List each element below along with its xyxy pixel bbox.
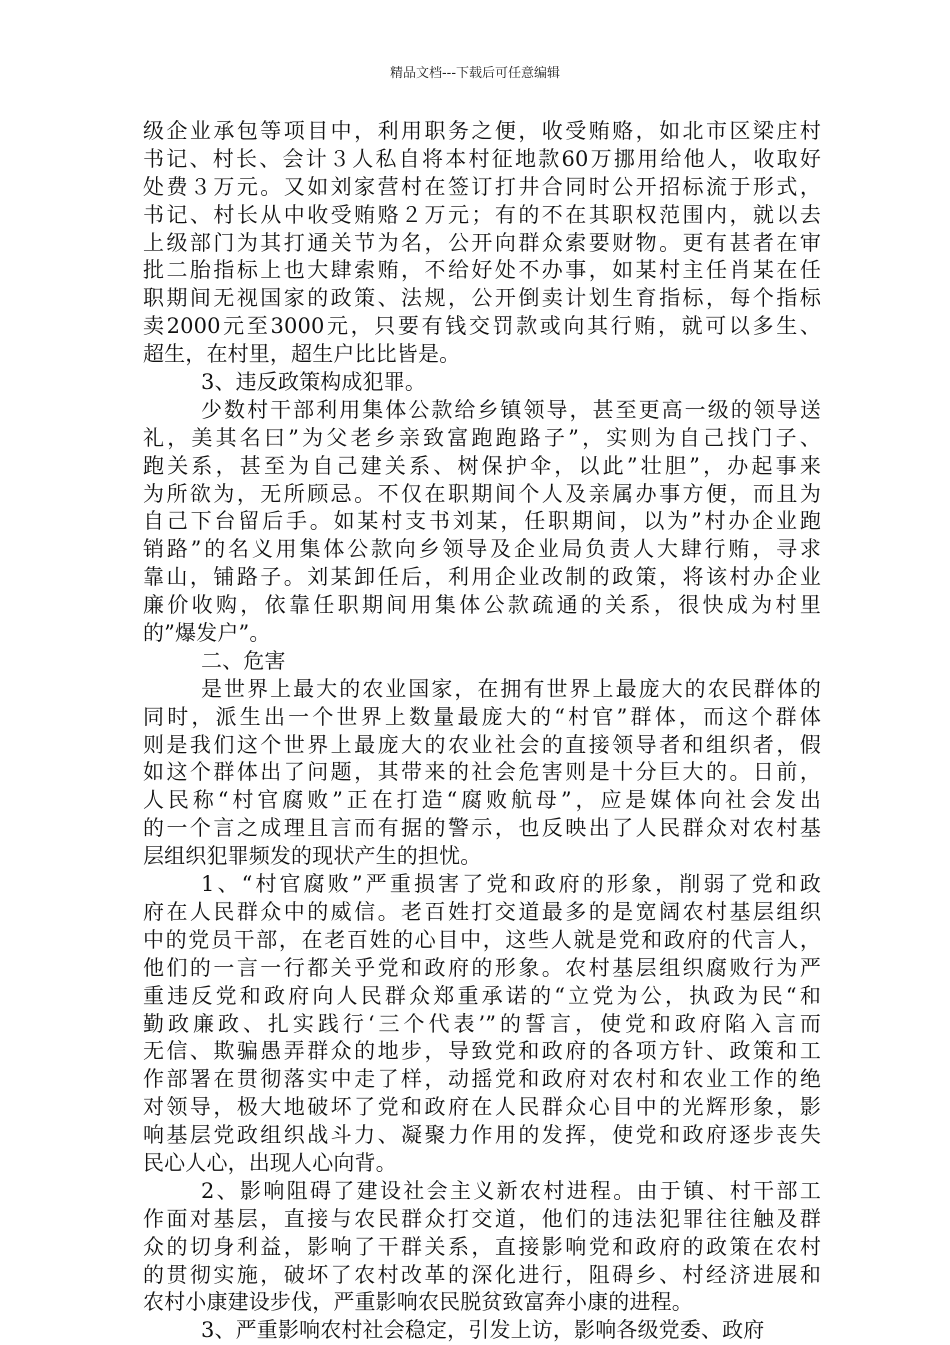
text-line: 自己下台留后手。如某村支书刘某，任职期间，以为”村办企业跑 [143,509,821,534]
text-line: 1、“村官腐败”严重损害了党和政府的形象，削弱了党和政 [201,872,821,897]
text-line: 重违反党和政府向人民群众郑重承诺的“立党为公，执政为民“和 [143,983,821,1008]
text-line: 作部署在贯彻落实中走了样，动摇党和政府对农村和农业工作的绝 [143,1067,821,1092]
text-line: 的贯彻实施，破坏了农村改革的深化进行，阻碍乡、村经济进展和 [143,1262,821,1287]
text-line: 2、影响阻碍了建设社会主义新农村进程。由于镇、村干部工 [201,1178,821,1203]
text-line: 上级部门为其打通关节为名，公开向群众索要财物。更有甚者在审 [143,230,821,255]
paragraph [143,676,821,871]
text-line: 府在人民群众中的威信。老百姓打交道最多的是宽阔农村基层组织 [143,899,821,924]
paragraph [143,397,821,648]
text-line: 同时，派生出一个世界上数量最庞大的“村官”群体，而这个群体 [143,704,821,729]
text-line: 如这个群体出了问题，其带来的社会危害则是十分巨大的。日前， [143,760,821,785]
text-line: 的一个言之成理且言而有据的警示，也反映出了人民群众对农村基 [143,816,821,841]
text-line: 书记、村长从中收受贿赂２万元；有的不在其职权范围内，就以去 [143,202,821,227]
paragraph [143,871,821,1178]
text-line: 为所欲为，无所顾忌。不仅在职期间个人及亲属办事方便，而且为 [143,481,821,506]
text-line: 少数村干部利用集体公款给乡镇领导，甚至更高一级的领导送 [201,397,821,422]
text-line: 他们的一言一行都关乎党和政府的形象。农村基层组织腐败行为严 [143,955,821,980]
text-line: 层组织犯罪频发的现状产生的担忧。 [143,844,482,869]
text-line: 跑关系，甚至为自己建关系、树保护伞，以此”壮胆”，办起事来 [143,453,821,478]
text-line: 是世界上最大的农业国家，在拥有世界上最庞大的农民群体的 [201,676,821,701]
text-line: 廉价收购，依靠任职期间用集体公款疏通的关系，很快成为村里 [143,593,821,618]
text-line: 批二胎指标上也大肆索贿，不给好处不办事，如某村主任肖某在任 [143,258,821,283]
paragraph [143,648,821,676]
paragraph [143,118,821,369]
paragraph [143,1178,821,1317]
paragraph [143,1317,821,1345]
text-line: 响基层党政组织战斗力、凝聚力作用的发挥，使党和政府逐步丧失 [143,1123,821,1148]
text-line: 二、危害 [201,648,286,673]
text-line: 民心人心，出现人心向背。 [143,1150,397,1175]
text-line: 3、违反政策构成犯罪。 [201,370,427,395]
text-line: 勤政廉政、扎实践行‘三个代表’”的誓言，使党和政府陷入言而 [143,1011,821,1036]
text-line: 卖2000元至3000元，只要有钱交罚款或向其行贿，就可以多生、 [143,314,821,339]
text-line: 众的切身利益，影响了干群关系，直接影响党和政府的政策在农村 [143,1234,821,1259]
text-line: 处费３万元。又如刘家营村在签订打井合同时公开招标流于形式， [143,174,821,199]
text-line: 则是我们这个世界上最庞大的农业社会的直接领导者和组织者，假 [143,732,821,757]
text-line: 书记、村长、会计３人私自将本村征地款60万挪用给他人，收取好 [143,146,821,171]
text-line: 3、严重影响农村社会稳定，引发上访，影响各级党委、政府 [201,1318,765,1343]
text-line: 超生，在村里，超生户比比皆是。 [143,342,461,367]
text-line: 中的党员干部，在老百姓的心目中，这些人就是党和政府的代言人， [143,927,821,952]
text-line: 职期间无视国家的政策、法规，公开倒卖计划生育指标，每个指标 [143,286,821,311]
text-line: 靠山，铺路子。刘某卸任后，利用企业改制的政策，将该村办企业 [143,565,821,590]
text-line: 作面对基层，直接与农民群众打交道，他们的违法犯罪往往触及群 [143,1206,821,1231]
text-line: 人民称“村官腐败”正在打造“腐败航母”，应是媒体向社会发出 [143,788,821,813]
text-line: 礼，美其名曰”为父老乡亲致富跑跑路子”，实则为自己找门子、 [143,425,821,450]
document-body [143,118,821,1345]
text-line: 级企业承包等项目中，利用职务之便，收受贿赂，如北市区梁庄村 [143,119,821,143]
text-line: 的”爆发户”。 [143,621,271,646]
text-line: 对领导，极大地破坏了党和政府在人民群众心目中的光辉形象，影 [143,1095,821,1120]
paragraph [143,369,821,397]
text-line: 农村小康建设步伐，严重影响农民脱贫致富奔小康的进程。 [143,1290,693,1315]
text-line: 销路”的名义用集体公款向乡领导及企业局负责人大肆行贿，寻求 [143,537,821,562]
text-line: 无信、欺骗愚弄群众的地步，导致党和政府的各项方针、政策和工 [143,1039,821,1064]
page-header: 精品文档---下载后可任意编辑 [389,66,561,81]
